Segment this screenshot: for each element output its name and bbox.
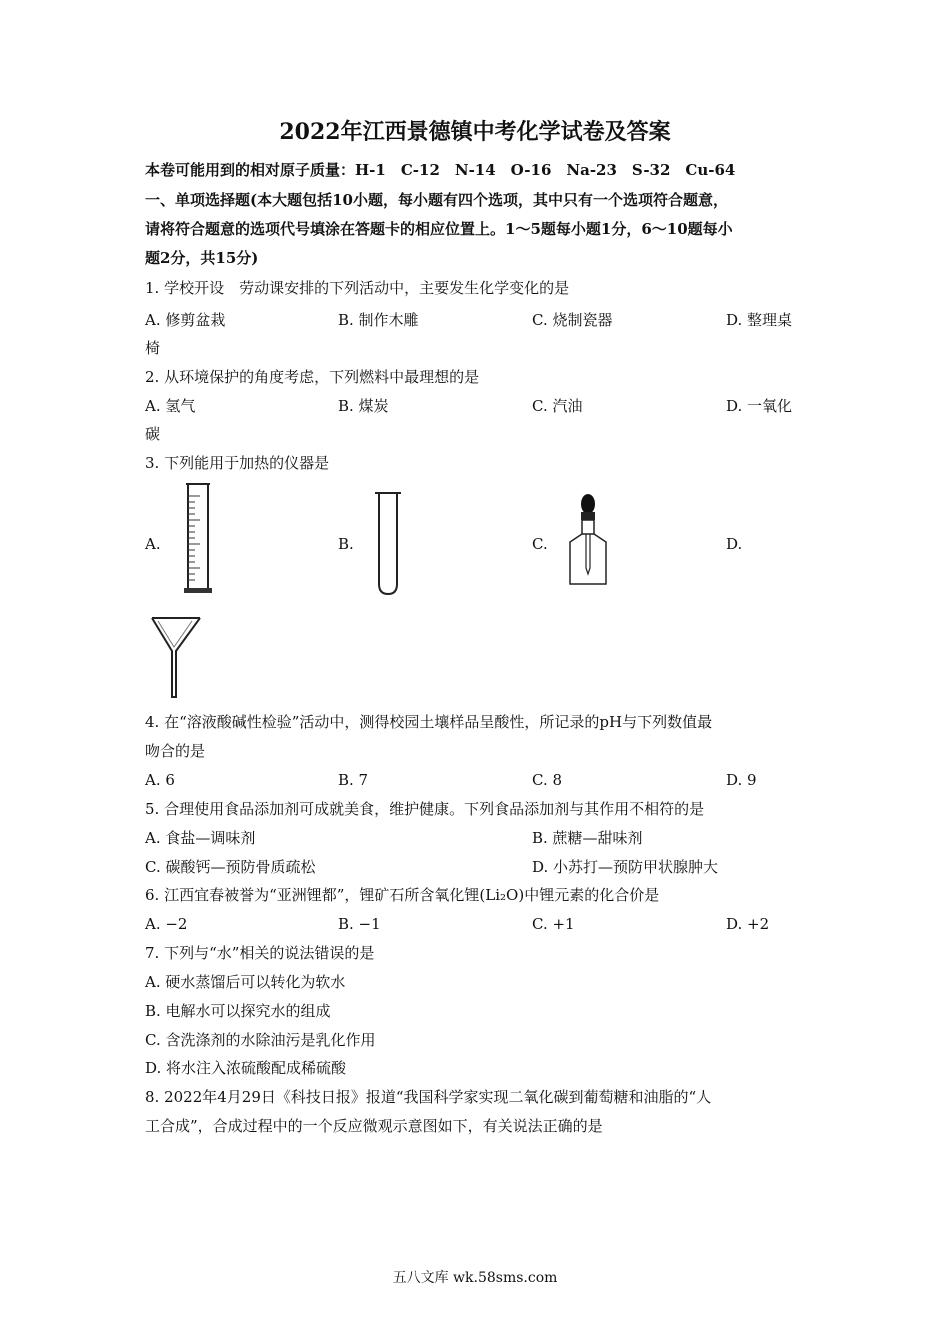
question-6-option-a: A. −2 <box>145 915 188 933</box>
page-title: 2022年江西景德镇中考化学试卷及答案 <box>279 119 671 145</box>
question-6-option-d: D. +2 <box>726 915 770 933</box>
question-7-option-d: D. 将水注入浓硫酸配成稀硫酸 <box>145 1059 347 1077</box>
question-4-option-a: A. 6 <box>145 771 175 789</box>
question-5-option-b: B. 蔗糖—甜味剂 <box>532 829 643 847</box>
question-5-stem: 5. 合理使用食品添加剂可成就美食，维护健康。下列食品添加剂与其作用不相符的是 <box>145 800 705 818</box>
question-2-stem: 2. 从环境保护的角度考虑，下列燃料中最理想的是 <box>145 368 480 386</box>
question-1-option-c: C. 烧制瓷器 <box>532 311 613 329</box>
question-4-option-c: C. 8 <box>532 771 563 789</box>
dropper-bottle-icon <box>566 492 610 588</box>
question-7-option-b: B. 电解水可以探究水的组成 <box>145 1002 331 1020</box>
question-3-stem: 3. 下列能用于加热的仪器是 <box>145 454 330 472</box>
footer-watermark: 五八文库 wk.58sms.com <box>392 1270 558 1286</box>
section-heading-line: 题2分，共15分) <box>145 249 259 267</box>
question-4-option-d: D. 9 <box>726 771 757 789</box>
question-3-option-a: A. <box>145 535 161 553</box>
question-5-option-a: A. 食盐—调味剂 <box>145 829 256 847</box>
question-1-option-b: B. 制作木雕 <box>338 311 419 329</box>
graduated-cylinder-icon <box>182 482 216 596</box>
question-2-option-c: C. 汽油 <box>532 397 583 415</box>
question-6-option-b: B. −1 <box>338 915 381 933</box>
question-5-option-c: C. 碳酸钙—预防骨质疏松 <box>145 858 316 876</box>
question-3-option-d: D. <box>726 535 743 553</box>
question-2-option-b: B. 煤炭 <box>338 397 389 415</box>
question-4-option-b: B. 7 <box>338 771 369 789</box>
question-8-stem: 8. 2022年4月29日《科技日报》报道“我国科学家实现二氧化碳到葡萄糖和油脂的“人 <box>145 1088 712 1106</box>
question-4-stem: 4. 在“溶液酸碱性检验”活动中，测得校园土壤样品呈酸性，所记录的pH与下列数值最 <box>145 713 713 731</box>
section-heading-line: 请将符合题意的选项代号填涂在答题卡的相应位置上。1～5题每小题1分，6～10题每小 <box>145 220 733 238</box>
question-7-stem: 7. 下列与“水”相关的说法错误的是 <box>145 944 375 962</box>
question-2-option-d: D. 一氧化 <box>726 397 793 415</box>
question-2-option-a: A. 氢气 <box>145 397 196 415</box>
question-3-option-b: B. <box>338 535 354 553</box>
question-6-stem: 6. 江西宜春被誉为“亚洲锂都”，锂矿石所含氧化锂(Li₂O)中锂元素的化合价是 <box>145 886 660 904</box>
question-7-option-a: A. 硬水蒸馏后可以转化为软水 <box>145 973 346 991</box>
question-1-option-d: D. 整理桌 <box>726 311 793 329</box>
funnel-icon <box>150 615 202 701</box>
question-6-option-c: C. +1 <box>532 915 575 933</box>
atomic-masses: 本卷可能用到的相对原子质量：H-1 C-12 N-14 O-16 Na-23 S-32 Cu-64 <box>145 161 736 179</box>
test-tube-icon <box>372 490 404 598</box>
question-1-option-d-wrap: 椅 <box>145 339 161 357</box>
question-1-stem: 1. 学校开设 劳动课安排的下列活动中，主要发生化学变化的是 <box>145 279 570 297</box>
question-4-stem-cont: 吻合的是 <box>145 742 206 760</box>
question-5-option-d: D. 小苏打—预防甲状腺肿大 <box>532 858 719 876</box>
section-heading-line: 一、单项选择题(本大题包括10小题，每小题有四个选项，其中只有一个选项符合题意， <box>145 191 728 209</box>
question-2-option-d-wrap: 碳 <box>145 425 161 443</box>
question-7-option-c: C. 含洗涤剂的水除油污是乳化作用 <box>145 1031 376 1049</box>
question-1-option-a: A. 修剪盆栽 <box>145 311 226 329</box>
question-3-option-c: C. <box>532 535 548 553</box>
question-8-stem-cont: 工合成”，合成过程中的一个反应微观示意图如下，有关说法正确的是 <box>145 1117 603 1135</box>
